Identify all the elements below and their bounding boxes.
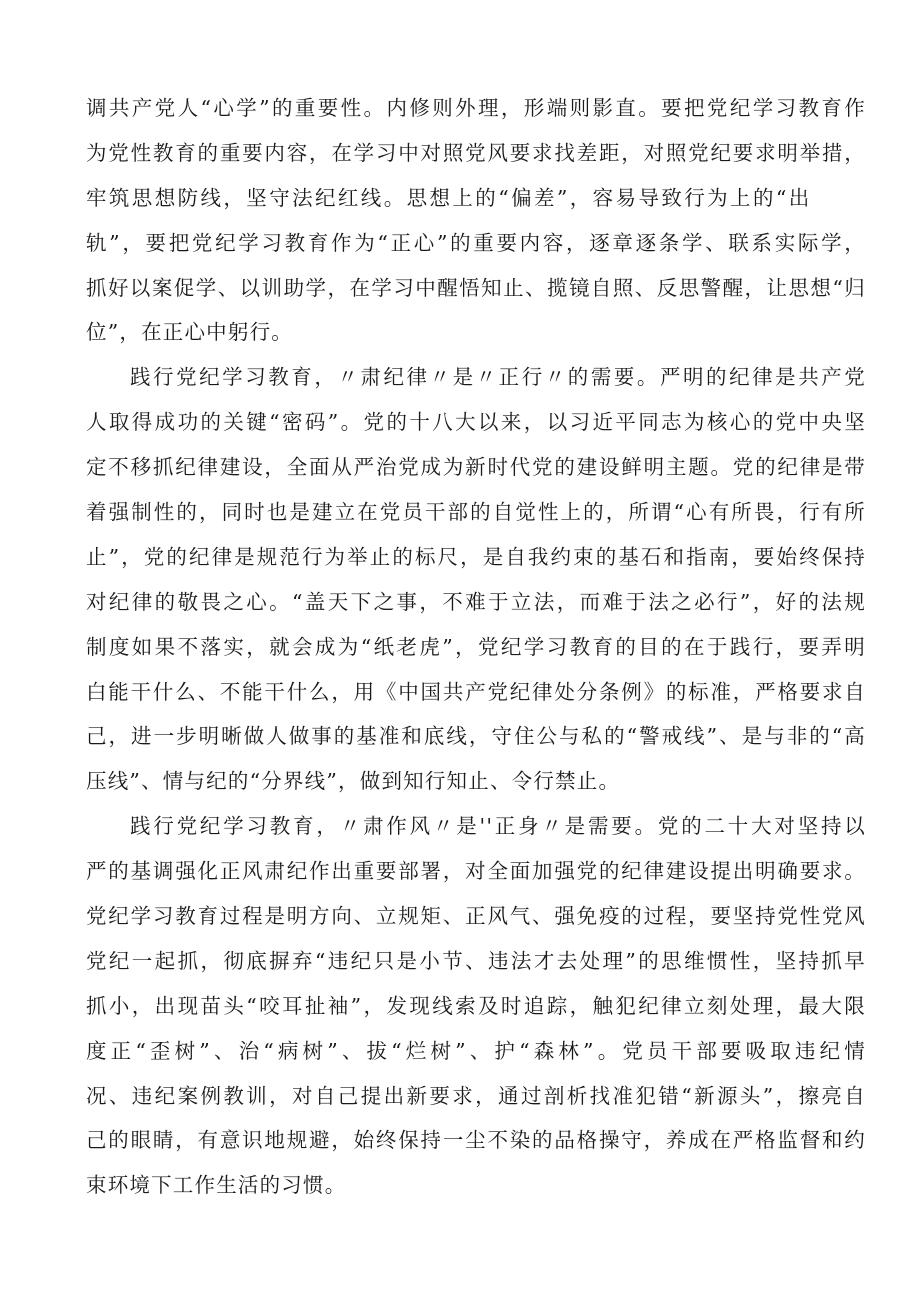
text-line: 调共产党人“心学”的重要性。内修则外理，形端则影直。要把党纪学习教育作 xyxy=(86,96,866,120)
text-line: 人取得成功的关键“密码”。党的十八大以来，以习近平同志为核心的党中央坚 xyxy=(86,410,866,435)
text-line: 度正“歪树”、治“病树”、拔“烂树”、护“森林”。党员干部要吸取违纪情 xyxy=(86,1038,866,1063)
text-line: 着强制性的，同时也是建立在党员干部的自觉性上的，所谓“心有所畏，行有所 xyxy=(86,500,866,525)
text-line: 牢筑思想防线，坚守法纪红线。思想上的“偏差”，容易导致行为上的“出 xyxy=(86,185,812,210)
text-line: 对纪律的敬畏之心。“盖天下之事，不难于立法，而难于法之必行”，好的法规 xyxy=(86,589,866,614)
text-line: 定不移抓纪律建设，全面从严治党成为新时代党的建设鲜明主题。党的纪律是带 xyxy=(86,455,866,480)
text-line: 轨”，要把党纪学习教育作为“正心”的重要内容，逐章逐条学、联系实际学， xyxy=(86,230,866,255)
text-line: 止”，党的纪律是规范行为举止的标尺，是自我约束的基石和指南，要始终保持 xyxy=(86,544,866,569)
text-line: 严的基调强化正风肃纪作出重要部署，对全面加强党的纪律建设提出明确要求。 xyxy=(86,859,866,884)
text-line: 况、违纪案例教训，对自己提出新要求，通过剖析找准犯错“新源头”，擦亮自 xyxy=(86,1083,866,1108)
text-line: 己，进一步明晰做人做事的基准和底线，守住公与私的“警戒线”、是与非的“高 xyxy=(86,724,866,749)
text-line: 白能干什么、不能干什么，用《中国共产党纪律处分条例》的标准，严格要求自 xyxy=(86,679,866,704)
text-line: 抓好以案促学、以训助学，在学习中醒悟知止、揽镜自照、反思警醒，让思想“归 xyxy=(86,275,866,300)
text-line: 己的眼睛，有意识地规避，始终保持一尘不染的品格操守，养成在严格监督和约 xyxy=(86,1128,866,1153)
text-line: 压线”、情与纪的“分界线”，做到知行知止、令行禁止。 xyxy=(86,769,621,794)
body-text xyxy=(86,86,866,1208)
text-line: 抓小，出现苗头“咬耳扯袖”，发现线索及时追踪，触犯纪律立刻处理，最大限 xyxy=(86,993,866,1018)
paragraph-first-line: 践行党纪学习教育，〃肃纪律〃是〃正行〃的需要。严明的纪律是共产党 xyxy=(130,365,866,390)
text-line: 党纪学习教育过程是明方向、立规矩、正风气、强免疫的过程，要坚持党性党风 xyxy=(86,904,866,929)
paragraph-first-line: 践行党纪学习教育，〃肃作风〃是''正身〃是需要。党的二十大对坚持以 xyxy=(130,814,866,839)
text-line: 制度如果不落实，就会成为“纸老虎”，党纪学习教育的目的在于践行，要弄明 xyxy=(86,634,866,659)
text-line: 为党性教育的重要内容，在学习中对照党风要求找差距，对照党纪要求明举措， xyxy=(86,140,866,165)
text-line: 党纪一起抓，彻底摒弃“违纪只是小节、违法才去处理”的思维惯性，坚持抓早 xyxy=(86,948,866,973)
text-line: 束环境下工作生活的习惯。 xyxy=(86,1173,347,1198)
text-line: 位”，在正心中躬行。 xyxy=(86,320,293,345)
